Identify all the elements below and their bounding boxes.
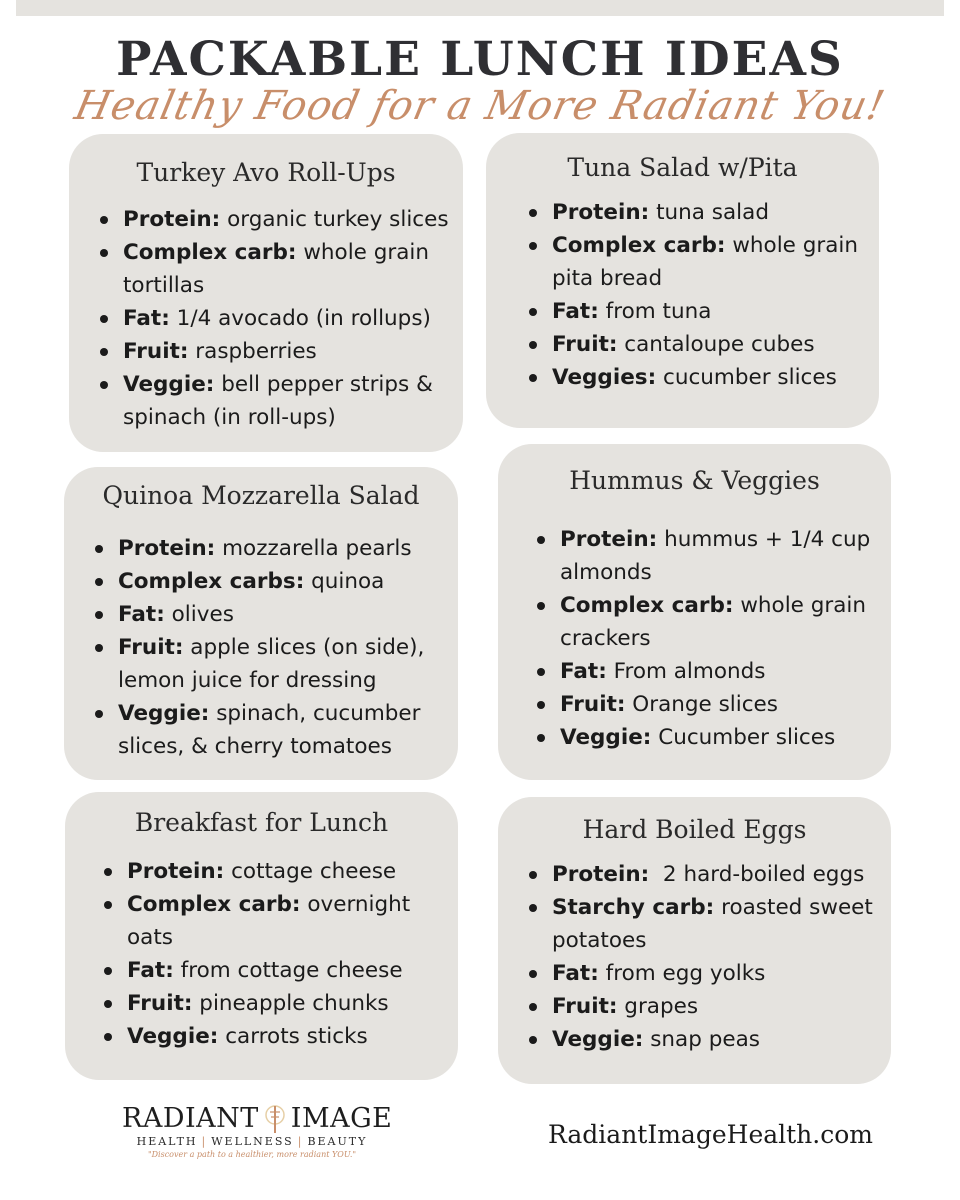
list-item [532, 688, 891, 721]
item-text: olives [164, 602, 234, 627]
list-item [532, 589, 891, 655]
item-text: bell pepper strips & spinach (in roll-ups) [123, 372, 433, 430]
item-label: Fat: [552, 299, 599, 324]
bullet-icon [537, 602, 545, 610]
bullet-icon [529, 970, 537, 978]
sunburst-icon [263, 1104, 287, 1134]
item-label: Complex carb: [123, 240, 297, 265]
list-item [524, 295, 879, 328]
item-label: Protein: [560, 527, 658, 552]
logo-wordmark [122, 1104, 392, 1134]
bullet-icon [537, 668, 545, 676]
item-text: organic turkey slices [220, 207, 449, 232]
meal-card-breakfast-for-lunch [65, 792, 458, 1080]
item-text: raspberries [188, 339, 317, 364]
bullet-icon [95, 710, 103, 718]
item-label: Fruit: [118, 635, 184, 660]
item-text: snap peas [643, 1027, 760, 1052]
item-label: Protein: [127, 859, 225, 884]
list-item [95, 203, 463, 236]
item-text: 2 hard-boiled eggs [649, 862, 865, 887]
logo-sub-health: HEALTH [136, 1135, 198, 1148]
bullet-icon [537, 701, 545, 709]
item-text: quinoa [304, 569, 385, 594]
item-label: Starchy carb: [552, 895, 715, 920]
item-text: overnight oats [127, 892, 411, 950]
bullet-icon [95, 545, 103, 553]
item-label: Fat: [118, 602, 165, 627]
item-text: hummus + 1/4 cup almonds [560, 527, 871, 585]
bullet-icon [529, 374, 537, 382]
list-item [99, 855, 458, 888]
item-text: from tuna [598, 299, 712, 324]
item-label: Fruit: [123, 339, 189, 364]
item-label: Veggies: [552, 365, 657, 390]
item-text: whole grain crackers [560, 593, 866, 651]
bullet-icon [529, 1003, 537, 1011]
item-text: tuna salad [649, 200, 769, 225]
bullet-icon [529, 308, 537, 316]
meal-card-quinoa-salad [64, 467, 458, 780]
item-label: Veggie: [123, 372, 215, 397]
item-text: mozzarella pearls [215, 536, 412, 561]
ingredient-list [99, 855, 458, 1053]
logo-sub-wellness: WELLNESS [211, 1135, 294, 1148]
item-text: pineapple chunks [192, 991, 389, 1016]
bullet-icon [95, 644, 103, 652]
ingredient-list [524, 858, 891, 1056]
website-url: RadiantImageHealth.com [548, 1120, 873, 1149]
item-label: Protein: [118, 536, 216, 561]
list-item [99, 987, 458, 1020]
top-banner-strip [16, 0, 944, 16]
list-item [532, 523, 891, 589]
item-label: Fruit: [560, 692, 626, 717]
list-item [95, 302, 463, 335]
item-label: Veggie: [118, 701, 210, 726]
card-title: Hard Boiled Eggs [582, 815, 807, 844]
meal-card-hard-boiled-eggs [498, 797, 891, 1084]
list-item [90, 697, 458, 763]
list-item [95, 335, 463, 368]
card-title: Breakfast for Lunch [134, 808, 389, 837]
item-label: Fruit: [127, 991, 193, 1016]
bullet-icon [104, 868, 112, 876]
item-text: cantaloupe cubes [617, 332, 815, 357]
list-item [524, 891, 891, 957]
card-title: Turkey Avo Roll-Ups [136, 158, 396, 187]
item-text: cottage cheese [224, 859, 397, 884]
bullet-icon [529, 209, 537, 217]
meal-card-turkey-avo [69, 134, 463, 452]
list-item [524, 229, 879, 295]
bullet-icon [100, 216, 108, 224]
bullet-icon [104, 1033, 112, 1041]
item-label: Fruit: [552, 994, 618, 1019]
item-text: apple slices (on side), lemon juice for dressing [118, 635, 425, 693]
bullet-icon [529, 871, 537, 879]
item-text: roasted sweet potatoes [552, 895, 873, 953]
item-label: Veggie: [127, 1024, 219, 1049]
item-label: Complex carbs: [118, 569, 305, 594]
item-text: whole grain pita bread [552, 233, 858, 291]
item-label: Complex carb: [560, 593, 734, 618]
list-item [524, 328, 879, 361]
bullet-icon [537, 536, 545, 544]
item-label: Fat: [560, 659, 607, 684]
list-item [524, 1023, 891, 1056]
ingredient-list [90, 532, 458, 763]
logo-separator: | [201, 1135, 208, 1148]
list-item [95, 368, 463, 434]
list-item [99, 1020, 458, 1053]
list-item [90, 532, 458, 565]
card-title: Tuna Salad w/Pita [567, 153, 798, 182]
page-title: PACKABLE LUNCH IDEAS [116, 32, 844, 87]
bullet-icon [529, 242, 537, 250]
item-text: cucumber slices [656, 365, 837, 390]
bullet-icon [95, 578, 103, 586]
item-text: from egg yolks [598, 961, 766, 986]
list-item [90, 565, 458, 598]
item-text: Cucumber slices [651, 725, 836, 750]
bullet-icon [100, 381, 108, 389]
item-label: Protein: [123, 207, 221, 232]
logo-sub-beauty: BEAUTY [307, 1135, 368, 1148]
list-item [532, 655, 891, 688]
ingredient-list [524, 196, 879, 394]
item-label: Protein: [552, 200, 650, 225]
item-label: Veggie: [560, 725, 652, 750]
list-item [99, 888, 458, 954]
list-item [90, 598, 458, 631]
logo-word-right: IMAGE [290, 1103, 393, 1134]
ingredient-list [95, 203, 463, 434]
bullet-icon [104, 967, 112, 975]
bullet-icon [529, 341, 537, 349]
list-item [532, 721, 891, 754]
list-item [524, 957, 891, 990]
list-item [95, 236, 463, 302]
bullet-icon [104, 901, 112, 909]
bullet-icon [529, 1036, 537, 1044]
item-text: 1/4 avocado (in rollups) [169, 306, 431, 331]
meal-card-tuna-salad [486, 133, 879, 428]
item-text: From almonds [606, 659, 766, 684]
item-label: Fat: [552, 961, 599, 986]
list-item [524, 858, 891, 891]
list-item [524, 196, 879, 229]
item-label: Complex carb: [552, 233, 726, 258]
bullet-icon [529, 904, 537, 912]
card-title: Quinoa Mozzarella Salad [102, 481, 420, 510]
logo-separator: | [297, 1135, 304, 1148]
bullet-icon [100, 348, 108, 356]
brand-logo [122, 1103, 393, 1174]
ingredient-list [532, 523, 891, 754]
list-item [90, 631, 458, 697]
item-label: Fat: [123, 306, 170, 331]
item-label: Veggie: [552, 1027, 644, 1052]
card-title: Hummus & Veggies [569, 466, 820, 495]
list-item [524, 990, 891, 1023]
meal-card-hummus-veggies [498, 444, 891, 780]
logo-subline [122, 1135, 382, 1148]
bullet-icon [104, 1000, 112, 1008]
item-label: Fruit: [552, 332, 618, 357]
item-label: Fat: [127, 958, 174, 983]
bullet-icon [100, 249, 108, 257]
item-label: Protein: [552, 862, 650, 887]
item-text: from cottage cheese [173, 958, 403, 983]
item-text: spinach, cucumber slices, & cherry tomatoes [118, 701, 421, 759]
bullet-icon [100, 315, 108, 323]
list-item [99, 954, 458, 987]
item-label: Complex carb: [127, 892, 301, 917]
bullet-icon [537, 734, 545, 742]
item-text: whole grain tortillas [123, 240, 429, 298]
item-text: Orange slices [625, 692, 778, 717]
logo-word-left: RADIANT [122, 1103, 259, 1134]
item-text: carrots sticks [218, 1024, 368, 1049]
list-item [524, 361, 879, 394]
item-text: grapes [617, 994, 699, 1019]
logo-tagline: "Discover a path to a healthier, more radiant YOU." [147, 1150, 357, 1159]
page-subtitle: Healthy Food for a More Radiant You! [70, 83, 890, 129]
bullet-icon [95, 611, 103, 619]
